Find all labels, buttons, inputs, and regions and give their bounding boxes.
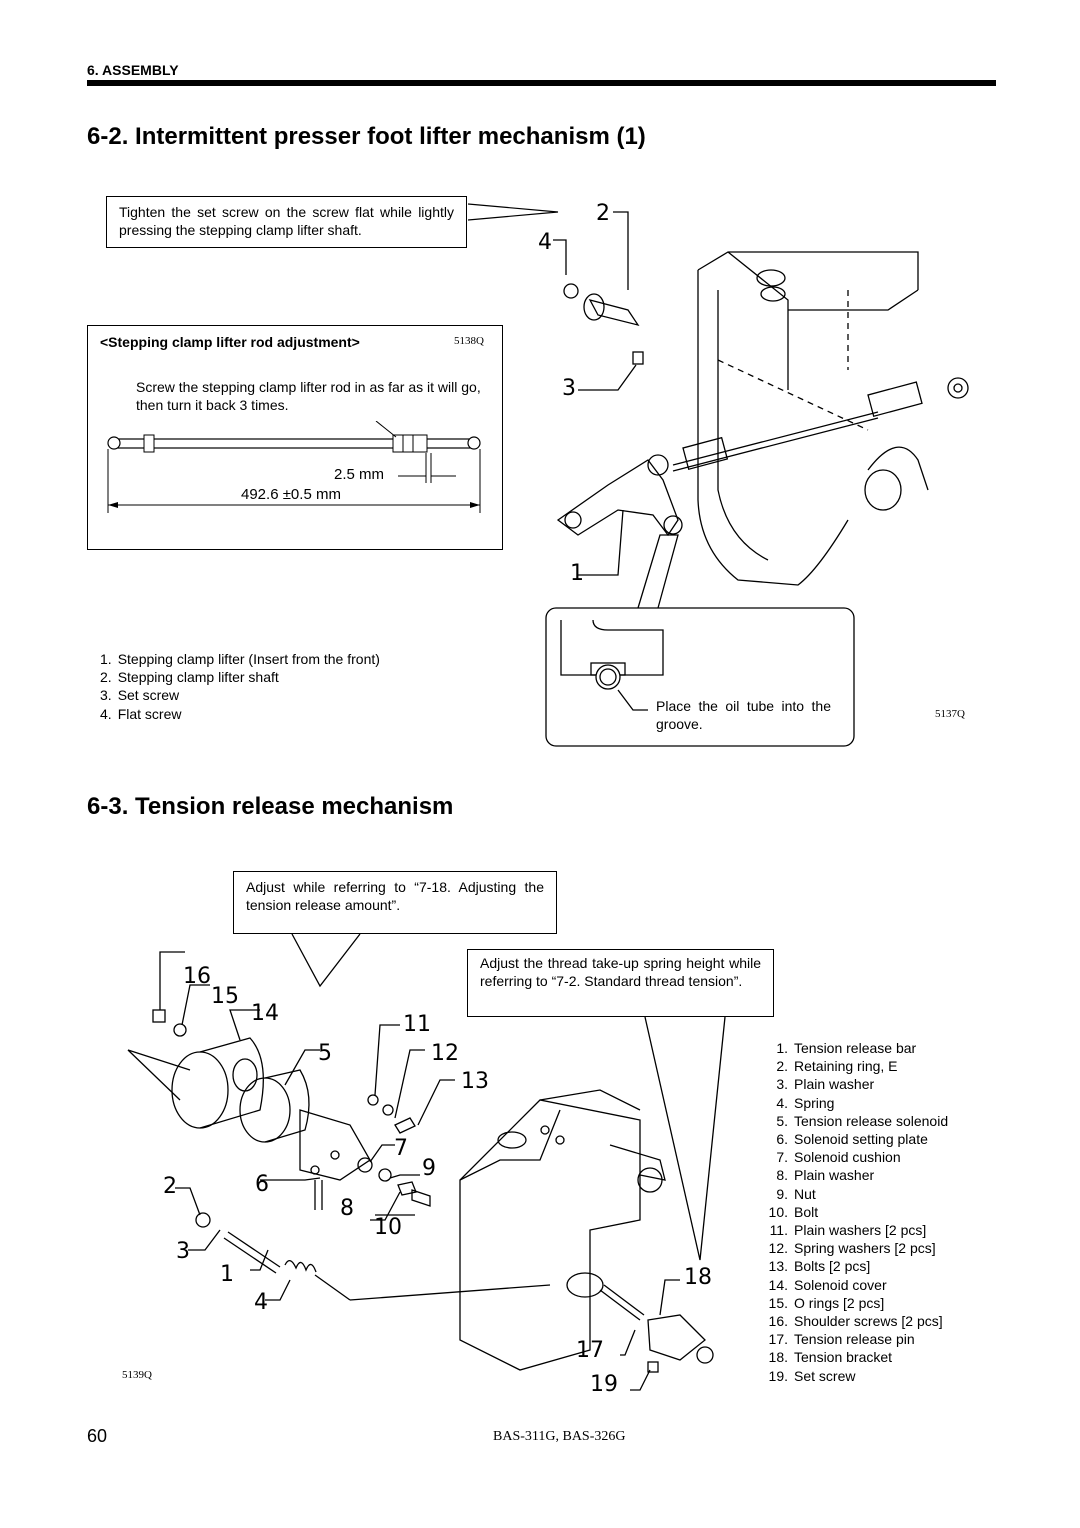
list-item: 19. Set screw bbox=[768, 1367, 856, 1384]
callout-5: 5 bbox=[318, 1041, 332, 1066]
list-item: 14. Solenoid cover bbox=[768, 1276, 887, 1293]
figure-code-5139q: 5139Q bbox=[122, 1369, 152, 1381]
dimension-large: 492.6 ±0.5 mm bbox=[241, 486, 341, 503]
list-item: 17. Tension release pin bbox=[768, 1331, 915, 1348]
list-item: 8. Plain washer bbox=[776, 1167, 875, 1184]
rod-adjustment-text: Screw the stepping clamp lifter rod in as far as it will go, then turn it back 3 times. bbox=[136, 379, 481, 413]
callout-4: 4 bbox=[538, 230, 552, 255]
callout-17: 17 bbox=[576, 1338, 604, 1363]
list-item: 7. Solenoid cushion bbox=[776, 1149, 901, 1166]
callout-12: 12 bbox=[431, 1041, 459, 1066]
take-up-spring-note: Adjust the thread take-up spring height while referring to “7-2. Standard thread tension”. bbox=[467, 949, 774, 1017]
callout-7: 7 bbox=[394, 1136, 408, 1161]
figure-code-5137q: 5137Q bbox=[935, 708, 965, 720]
list-item: 5. Tension release solenoid bbox=[776, 1112, 949, 1129]
callout-6: 6 bbox=[255, 1172, 269, 1197]
callout-1: 1 bbox=[570, 561, 584, 586]
list-item: 18. Tension bracket bbox=[768, 1349, 893, 1366]
list-item: 3. Set screw bbox=[100, 687, 180, 704]
section-label: 6. ASSEMBLY bbox=[87, 62, 179, 78]
rod-adjustment-box bbox=[87, 325, 503, 550]
callout-13: 13 bbox=[461, 1069, 489, 1094]
list-item: 2. Retaining ring, E bbox=[776, 1058, 898, 1075]
callout-2: 2 bbox=[596, 201, 610, 226]
parts-list-6-3 bbox=[768, 1039, 948, 1385]
list-item: 9. Nut bbox=[776, 1185, 816, 1202]
dimension-small: 2.5 mm bbox=[334, 466, 385, 483]
lifter-rod-diagram bbox=[88, 421, 502, 521]
callout-2: 2 bbox=[163, 1174, 177, 1199]
list-item: 3. Plain washer bbox=[776, 1076, 875, 1093]
callout-3: 3 bbox=[562, 376, 576, 401]
list-item: 11. Plain washers [2 pcs] bbox=[769, 1222, 927, 1239]
section-6-2-title: 6-2. Intermittent presser foot lifter mechanism (1) bbox=[87, 123, 646, 150]
header-rule bbox=[87, 80, 996, 86]
callout-14: 14 bbox=[251, 1001, 279, 1026]
page-number: 60 bbox=[87, 1426, 108, 1446]
section-6-3-title: 6-3. Tension release mechanism bbox=[87, 793, 454, 820]
callout-4: 4 bbox=[254, 1290, 268, 1315]
list-item: 13. Bolts [2 pcs] bbox=[768, 1258, 871, 1275]
callout-15: 15 bbox=[211, 984, 239, 1009]
list-item: 6. Solenoid setting plate bbox=[776, 1131, 928, 1148]
callout-18: 18 bbox=[684, 1265, 712, 1290]
callout-8: 8 bbox=[340, 1196, 354, 1221]
oil-tube-note: Place the oil tube into the groove. bbox=[656, 698, 831, 732]
callout-9: 9 bbox=[422, 1156, 436, 1181]
presser-foot-lifter-drawing bbox=[468, 190, 1008, 760]
rod-adjustment-title: <Stepping clamp lifter rod adjustment> bbox=[100, 334, 360, 350]
set-screw-note: Tighten the set screw on the screw flat while lightly pressing the stepping clamp lifter shaft. bbox=[106, 196, 467, 248]
callout-19: 19 bbox=[590, 1372, 618, 1397]
callout-1: 1 bbox=[220, 1262, 234, 1287]
list-item: 10. Bolt bbox=[768, 1203, 819, 1220]
list-item: 15. O rings [2 pcs] bbox=[768, 1294, 885, 1311]
figure-code-5138q: 5138Q bbox=[454, 335, 484, 347]
list-item: 2. Stepping clamp lifter shaft bbox=[100, 669, 279, 686]
parts-list-6-2 bbox=[100, 650, 380, 723]
callout-16: 16 bbox=[183, 964, 211, 989]
model-footer: BAS-311G, BAS-326G bbox=[493, 1429, 626, 1444]
callout-10: 10 bbox=[374, 1215, 402, 1240]
list-item: 1. Tension release bar bbox=[776, 1040, 917, 1056]
list-item: 12. Spring washers [2 pcs] bbox=[768, 1240, 936, 1257]
callout-11: 11 bbox=[403, 1012, 431, 1037]
list-item: 1. Stepping clamp lifter (Insert from the front) bbox=[100, 651, 380, 667]
list-item: 16. Shoulder screws [2 pcs] bbox=[768, 1313, 943, 1330]
tension-release-note: Adjust while referring to “7-18. Adjusting the tension release amount”. bbox=[233, 871, 557, 934]
list-item: 4. Spring bbox=[776, 1094, 835, 1111]
callout-3: 3 bbox=[176, 1239, 190, 1264]
list-item: 4. Flat screw bbox=[100, 705, 182, 722]
